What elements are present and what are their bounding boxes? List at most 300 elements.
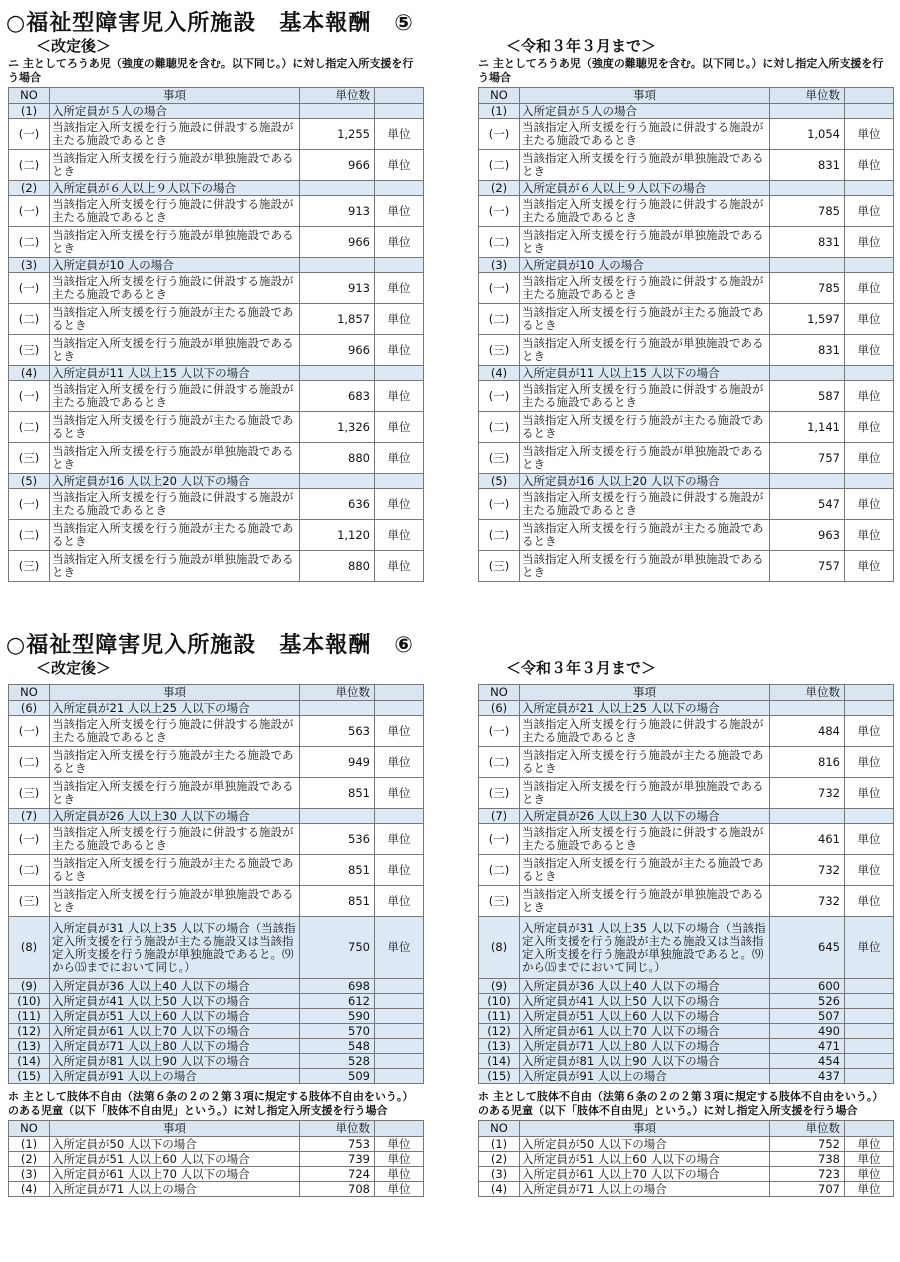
row-unit-label	[845, 366, 894, 381]
table-row	[479, 886, 894, 917]
row-unit-label	[845, 809, 894, 824]
col-header-item: 事項	[520, 1121, 770, 1137]
row-unit-label	[375, 994, 424, 1009]
row-units-value: 683	[300, 381, 375, 412]
group-row	[479, 1054, 894, 1069]
row-units-value: 563	[300, 716, 375, 747]
table-row	[479, 1152, 894, 1167]
row-unit-label: 単位	[845, 855, 894, 886]
row-number: (10)	[9, 994, 50, 1009]
row-number: (二)	[479, 747, 520, 778]
row-unit-label: 単位	[375, 489, 424, 520]
row-number: (二)	[9, 520, 50, 551]
row-item: 当該指定入所支援を行う施設が単独施設であるとき	[520, 551, 770, 582]
table-row	[9, 196, 424, 227]
col-header-blank	[845, 685, 894, 701]
row-number: (三)	[9, 886, 50, 917]
row-item: 当該指定入所支援を行う施設に併設する施設が主たる施設であるとき	[50, 119, 300, 150]
row-item: 入所定員が36 人以上40 人以下の場合	[520, 979, 770, 994]
table-row	[479, 778, 894, 809]
revised-label: ＜改定後＞	[36, 659, 112, 677]
row-number: (一)	[479, 489, 520, 520]
group-row	[479, 366, 894, 381]
row-units-value: 831	[770, 150, 845, 181]
row-unit-label: 単位	[845, 119, 894, 150]
row-item: 入所定員が11 人以上15 人以下の場合	[50, 366, 300, 381]
row-unit-label: 単位	[845, 1167, 894, 1182]
row-item: 入所定員が71 人以上80 人以下の場合	[50, 1039, 300, 1054]
row-unit-label: 単位	[845, 716, 894, 747]
row-unit-label: 単位	[845, 335, 894, 366]
row-number: (4)	[9, 366, 50, 381]
table-row	[479, 824, 894, 855]
row-units-value: 612	[300, 994, 375, 1009]
group-row	[479, 258, 894, 273]
row-units-value: 1,120	[300, 520, 375, 551]
row-unit-label	[375, 366, 424, 381]
table-row	[9, 489, 424, 520]
row-unit-label	[845, 994, 894, 1009]
row-units-value: 966	[300, 227, 375, 258]
table-row	[9, 119, 424, 150]
col-header-no: NO	[479, 88, 520, 104]
row-item: 当該指定入所支援を行う施設に併設する施設が主たる施設であるとき	[520, 489, 770, 520]
row-item: 入所定員が31 人以上35 人以下の場合（当該指定入所支援を行う施設が主たる施設又は当該指定入所支援を行う施設が単独施設であると。⑼から⒂までにおいて同じ。）	[50, 917, 300, 979]
row-number: (二)	[479, 304, 520, 335]
row-number: (5)	[479, 474, 520, 489]
row-number: (一)	[479, 716, 520, 747]
row-unit-label	[845, 1009, 894, 1024]
group-row	[9, 994, 424, 1009]
table-row	[479, 716, 894, 747]
row-item: 当該指定入所支援を行う施設が単独施設であるとき	[520, 443, 770, 474]
row-unit-label	[375, 809, 424, 824]
row-item: 入所定員が71 人以上の場合	[50, 1182, 300, 1197]
row-units-value: 738	[770, 1152, 845, 1167]
row-units-value	[300, 474, 375, 489]
row-item: 当該指定入所支援を行う施設に併設する施設が主たる施設であるとき	[520, 119, 770, 150]
row-units-value: 816	[770, 747, 845, 778]
row-unit-label	[375, 258, 424, 273]
col-header-item: 事項	[50, 88, 300, 104]
col-header-units: 単位数	[300, 685, 375, 701]
table-row	[9, 150, 424, 181]
row-item: 当該指定入所支援を行う施設が主たる施設であるとき	[520, 747, 770, 778]
row-units-value: 785	[770, 273, 845, 304]
row-number: (6)	[479, 701, 520, 716]
row-unit-label: 単位	[375, 1152, 424, 1167]
row-number: (3)	[479, 258, 520, 273]
col-header-units: 単位数	[770, 685, 845, 701]
group-row	[9, 1039, 424, 1054]
row-number: (二)	[9, 855, 50, 886]
row-units-value: 1,857	[300, 304, 375, 335]
row-number: (1)	[9, 104, 50, 119]
table-row	[9, 1167, 424, 1182]
col-header-no: NO	[9, 88, 50, 104]
row-units-value: 963	[770, 520, 845, 551]
physically-disabled-note: ホ 主として肢体不自由（法第６条の２の２第３項に規定する肢体不自由をいう。）のある児童（以下「肢体不自由児」という。）に対し指定入所支援を行う場合	[8, 1090, 414, 1117]
row-unit-label: 単位	[375, 824, 424, 855]
table-row	[479, 381, 894, 412]
row-units-value: 851	[300, 855, 375, 886]
row-units-value: 587	[770, 381, 845, 412]
col-header-no: NO	[479, 685, 520, 701]
row-units-value: 536	[300, 824, 375, 855]
row-item: 当該指定入所支援を行う施設に併設する施設が主たる施設であるとき	[520, 824, 770, 855]
header-row	[479, 1121, 894, 1137]
table-row	[9, 1182, 424, 1197]
table-row	[9, 778, 424, 809]
row-units-value: 484	[770, 716, 845, 747]
row-unit-label: 単位	[375, 304, 424, 335]
col-header-item: 事項	[520, 685, 770, 701]
col-header-units: 単位数	[770, 1121, 845, 1137]
row-units-value: 590	[300, 1009, 375, 1024]
row-units-value	[300, 701, 375, 716]
row-number: (3)	[479, 1167, 520, 1182]
row-item: 当該指定入所支援を行う施設に併設する施設が主たる施設であるとき	[50, 824, 300, 855]
row-unit-label: 単位	[845, 1137, 894, 1152]
row-unit-label	[375, 1054, 424, 1069]
row-unit-label: 単位	[375, 747, 424, 778]
row-item: 当該指定入所支援を行う施設が主たる施設であるとき	[50, 412, 300, 443]
row-item: 当該指定入所支援を行う施設が主たる施設であるとき	[520, 304, 770, 335]
row-unit-label	[845, 1054, 894, 1069]
table-row	[9, 747, 424, 778]
row-number: (13)	[9, 1039, 50, 1054]
row-units-value: 880	[300, 551, 375, 582]
row-units-value	[770, 258, 845, 273]
row-units-value: 732	[770, 778, 845, 809]
row-item: 当該指定入所支援を行う施設が主たる施設であるとき	[50, 304, 300, 335]
row-unit-label: 単位	[375, 443, 424, 474]
row-units-value: 1,255	[300, 119, 375, 150]
row-number: (一)	[9, 489, 50, 520]
table-row	[9, 304, 424, 335]
row-units-value	[300, 809, 375, 824]
group-row	[9, 1069, 424, 1084]
row-units-value: 880	[300, 443, 375, 474]
row-number: (三)	[9, 551, 50, 582]
row-item: 当該指定入所支援を行う施設に併設する施設が主たる施設であるとき	[520, 716, 770, 747]
row-number: (二)	[479, 150, 520, 181]
table-row	[479, 443, 894, 474]
row-units-value	[300, 181, 375, 196]
row-item: 入所定員が21 人以上25 人以下の場合	[520, 701, 770, 716]
table-row	[479, 119, 894, 150]
row-item: 入所定員が６人以上９人以下の場合	[520, 181, 770, 196]
row-units-value: 851	[300, 886, 375, 917]
row-unit-label	[375, 181, 424, 196]
row-item: 当該指定入所支援を行う施設が単独施設であるとき	[50, 886, 300, 917]
row-units-value: 750	[300, 917, 375, 979]
row-number: (4)	[9, 1182, 50, 1197]
row-unit-label	[375, 979, 424, 994]
table-row	[479, 489, 894, 520]
row-unit-label: 単位	[845, 443, 894, 474]
row-units-value: 732	[770, 855, 845, 886]
row-item: 当該指定入所支援を行う施設に併設する施設が主たる施設であるとき	[50, 273, 300, 304]
row-units-value: 757	[770, 551, 845, 582]
group-row	[479, 1024, 894, 1039]
row-number: (2)	[479, 181, 520, 196]
row-number: (3)	[9, 1167, 50, 1182]
row-unit-label: 単位	[375, 1167, 424, 1182]
row-number: (二)	[9, 747, 50, 778]
fee-table-revised	[8, 87, 424, 582]
col-header-blank	[375, 88, 424, 104]
row-units-value: 752	[770, 1137, 845, 1152]
row-number: (4)	[479, 1182, 520, 1197]
col-header-blank	[375, 685, 424, 701]
row-item: 入所定員が91 人以上の場合	[520, 1069, 770, 1084]
col-header-units: 単位数	[770, 88, 845, 104]
row-units-value: 437	[770, 1069, 845, 1084]
section6-left	[8, 658, 424, 1197]
row-units-value	[300, 366, 375, 381]
table-row	[9, 335, 424, 366]
col-header-no: NO	[479, 1121, 520, 1137]
row-number: (9)	[479, 979, 520, 994]
row-unit-label: 単位	[375, 520, 424, 551]
row-number: (三)	[479, 551, 520, 582]
row-number: (2)	[9, 181, 50, 196]
group-row	[9, 474, 424, 489]
group-row	[479, 1039, 894, 1054]
group-row	[9, 1009, 424, 1024]
table-row	[9, 824, 424, 855]
row-item: 当該指定入所支援を行う施設が単独施設であるとき	[520, 335, 770, 366]
col-header-item: 事項	[520, 88, 770, 104]
row-item: 当該指定入所支援を行う施設が単独施設であるとき	[50, 443, 300, 474]
row-item: 当該指定入所支援を行う施設が主たる施設であるとき	[50, 747, 300, 778]
fee-table-revised	[8, 684, 424, 1084]
col-header-blank	[845, 88, 894, 104]
row-number: (7)	[9, 809, 50, 824]
row-item: 入所定員が31 人以上35 人以下の場合（当該指定入所支援を行う施設が主たる施設又は当該指定入所支援を行う施設が単独施設であると。⑼から⒂までにおいて同じ。）	[520, 917, 770, 979]
group-row	[9, 917, 424, 979]
row-number: (三)	[9, 443, 50, 474]
row-unit-label: 単位	[845, 489, 894, 520]
row-number: (一)	[9, 824, 50, 855]
table-row	[9, 273, 424, 304]
row-item: 当該指定入所支援を行う施設が単独施設であるとき	[520, 227, 770, 258]
row-number: (4)	[479, 366, 520, 381]
table-row	[479, 335, 894, 366]
col-header-item: 事項	[50, 685, 300, 701]
row-item: 入所定員が51 人以上60 人以下の場合	[520, 1152, 770, 1167]
row-units-value: 1,597	[770, 304, 845, 335]
row-number: (8)	[9, 917, 50, 979]
row-unit-label: 単位	[375, 273, 424, 304]
row-unit-label: 単位	[375, 150, 424, 181]
row-units-value: 471	[770, 1039, 845, 1054]
row-units-value: 966	[300, 335, 375, 366]
row-units-value: 753	[300, 1137, 375, 1152]
row-unit-label: 単位	[375, 119, 424, 150]
table-row	[479, 1137, 894, 1152]
row-number: (15)	[479, 1069, 520, 1084]
row-item: 入所定員が11 人以上15 人以下の場合	[520, 366, 770, 381]
row-unit-label: 単位	[845, 520, 894, 551]
row-item: 当該指定入所支援を行う施設に併設する施設が主たる施設であるとき	[50, 381, 300, 412]
row-units-value: 913	[300, 273, 375, 304]
row-item: 当該指定入所支援を行う施設に併設する施設が主たる施設であるとき	[50, 196, 300, 227]
table-row	[9, 716, 424, 747]
row-item: 入所定員が50 人以下の場合	[520, 1137, 770, 1152]
row-unit-label: 単位	[375, 716, 424, 747]
row-number: (11)	[9, 1009, 50, 1024]
row-item: 入所定員が26 人以上30 人以下の場合	[520, 809, 770, 824]
row-units-value: 548	[300, 1039, 375, 1054]
col-header-blank	[375, 1121, 424, 1137]
row-unit-label: 単位	[845, 886, 894, 917]
row-units-value	[770, 181, 845, 196]
row-item: 当該指定入所支援を行う施設が単独施設であるとき	[50, 227, 300, 258]
row-units-value: 739	[300, 1152, 375, 1167]
row-number: (一)	[9, 119, 50, 150]
row-unit-label: 単位	[375, 227, 424, 258]
group-row	[479, 809, 894, 824]
row-item: 入所定員が81 人以上90 人以下の場合	[50, 1054, 300, 1069]
row-unit-label: 単位	[375, 412, 424, 443]
table-row	[9, 855, 424, 886]
header-row	[9, 685, 424, 701]
row-number: (二)	[479, 520, 520, 551]
row-units-value: 949	[300, 747, 375, 778]
previous-label: ＜令和３年３月まで＞	[506, 37, 657, 55]
row-number: (二)	[9, 150, 50, 181]
table-row	[479, 520, 894, 551]
row-number: (10)	[479, 994, 520, 1009]
group-row	[9, 809, 424, 824]
row-item: 入所定員が61 人以上70 人以下の場合	[520, 1167, 770, 1182]
row-item: 当該指定入所支援を行う施設が単独施設であるとき	[50, 551, 300, 582]
group-row	[9, 701, 424, 716]
row-number: (1)	[479, 1137, 520, 1152]
table-row	[479, 1182, 894, 1197]
row-number: (7)	[479, 809, 520, 824]
row-item: 入所定員が16 人以上20 人以下の場合	[520, 474, 770, 489]
row-item: 入所定員が41 人以上50 人以下の場合	[50, 994, 300, 1009]
row-number: (13)	[479, 1039, 520, 1054]
row-units-value: 570	[300, 1024, 375, 1039]
row-unit-label: 単位	[845, 1152, 894, 1167]
row-units-value: 461	[770, 824, 845, 855]
table-row	[9, 227, 424, 258]
row-units-value: 526	[770, 994, 845, 1009]
previous-label: ＜令和３年３月まで＞	[506, 659, 657, 677]
row-unit-label	[845, 979, 894, 994]
section6-right	[478, 658, 894, 1197]
table-row	[479, 227, 894, 258]
row-item: 当該指定入所支援を行う施設が主たる施設であるとき	[520, 855, 770, 886]
row-number: (二)	[9, 412, 50, 443]
row-unit-label: 単位	[375, 1182, 424, 1197]
table-row	[479, 1167, 894, 1182]
row-item: 入所定員が21 人以上25 人以下の場合	[50, 701, 300, 716]
group-row	[9, 1054, 424, 1069]
row-units-value	[770, 701, 845, 716]
row-unit-label	[845, 258, 894, 273]
row-unit-label	[845, 1024, 894, 1039]
row-unit-label: 単位	[375, 381, 424, 412]
col-header-units: 単位数	[300, 88, 375, 104]
row-units-value: 1,141	[770, 412, 845, 443]
row-units-value	[770, 366, 845, 381]
group-row	[9, 181, 424, 196]
row-units-value: 509	[300, 1069, 375, 1084]
row-unit-label: 単位	[845, 778, 894, 809]
group-row	[479, 917, 894, 979]
group-row	[479, 1009, 894, 1024]
row-number: (一)	[479, 824, 520, 855]
row-unit-label: 単位	[845, 412, 894, 443]
revised-label: ＜改定後＞	[36, 37, 112, 55]
row-item: 当該指定入所支援を行う施設が主たる施設であるとき	[520, 520, 770, 551]
group-row	[9, 104, 424, 119]
row-number: (三)	[9, 778, 50, 809]
row-number: (12)	[9, 1024, 50, 1039]
row-item: 当該指定入所支援を行う施設が単独施設であるとき	[520, 886, 770, 917]
row-units-value: 966	[300, 150, 375, 181]
row-units-value: 600	[770, 979, 845, 994]
row-number: (12)	[479, 1024, 520, 1039]
row-units-value: 724	[300, 1167, 375, 1182]
row-item: 当該指定入所支援を行う施設が単独施設であるとき	[520, 778, 770, 809]
row-unit-label: 単位	[845, 273, 894, 304]
row-number: (2)	[9, 1152, 50, 1167]
row-item: 入所定員が10 人の場合	[50, 258, 300, 273]
section5-right	[478, 36, 894, 582]
fee-table-revised-physical	[8, 1120, 424, 1197]
row-number: (一)	[9, 196, 50, 227]
row-unit-label	[845, 181, 894, 196]
group-row	[479, 1069, 894, 1084]
row-item: 入所定員が61 人以上70 人以下の場合	[50, 1024, 300, 1039]
row-unit-label	[375, 1069, 424, 1084]
table-row	[479, 273, 894, 304]
row-units-value: 785	[770, 196, 845, 227]
table-row	[9, 443, 424, 474]
deaf-children-note: ニ 主としてろうあ児（強度の難聴児を含む。以下同じ。）に対し指定入所支援を行う場合	[478, 57, 884, 84]
col-header-units: 単位数	[300, 1121, 375, 1137]
row-unit-label	[845, 104, 894, 119]
row-number: (1)	[479, 104, 520, 119]
row-item: 入所定員が10 人の場合	[520, 258, 770, 273]
row-unit-label	[375, 1039, 424, 1054]
row-number: (一)	[479, 196, 520, 227]
table-row	[9, 520, 424, 551]
row-number: (三)	[479, 886, 520, 917]
row-item: 当該指定入所支援を行う施設に併設する施設が主たる施設であるとき	[520, 196, 770, 227]
row-number: (二)	[9, 304, 50, 335]
row-units-value: 831	[770, 227, 845, 258]
row-item: 当該指定入所支援を行う施設が単独施設であるとき	[50, 335, 300, 366]
row-number: (一)	[479, 273, 520, 304]
table-row	[479, 304, 894, 335]
row-unit-label: 単位	[845, 304, 894, 335]
row-number: (三)	[9, 335, 50, 366]
row-number: (一)	[479, 381, 520, 412]
fee-table-previous	[478, 87, 894, 582]
header-row	[9, 1121, 424, 1137]
table-row	[9, 886, 424, 917]
row-number: (1)	[9, 1137, 50, 1152]
row-unit-label: 単位	[375, 1137, 424, 1152]
row-unit-label: 単位	[845, 196, 894, 227]
